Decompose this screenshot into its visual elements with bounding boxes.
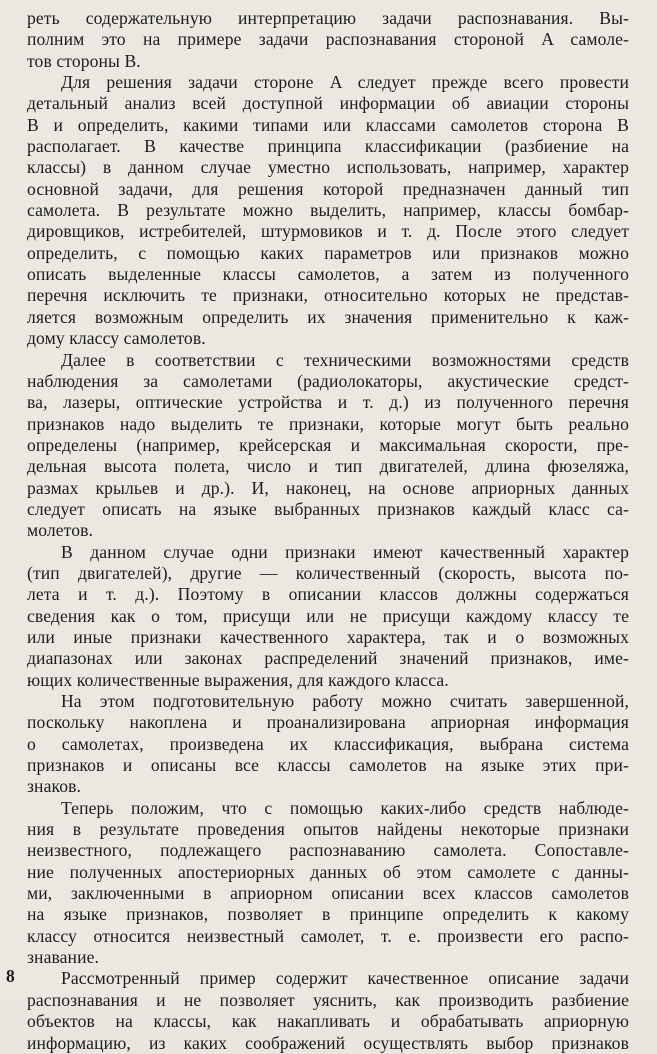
text-line: лета и т. д.). Поэтому в описании классов должны содержаться bbox=[27, 584, 629, 605]
text-line: определены (например, крейсерская и максимальная скорости, пре- bbox=[27, 434, 629, 455]
text-line: самолета. В результате можно выделить, например, классы бомбар- bbox=[27, 200, 629, 221]
text-line: дировщиков, истребителей, штурмовиков и т. д. После этого следует bbox=[27, 221, 629, 242]
paragraph bbox=[27, 350, 629, 542]
text-line: тов стороны B. bbox=[27, 50, 141, 71]
text-line: размах крыльев и др.). И, наконец, на основе априорных данных bbox=[27, 477, 629, 498]
paragraph bbox=[27, 72, 629, 349]
text-line: о самолетах, произведена их классификация, выбрана система bbox=[27, 733, 629, 754]
page-number: 8 bbox=[6, 966, 15, 986]
text-line: реть содержательную интерпретацию задачи распознавания. Вы- bbox=[27, 8, 629, 28]
text-line: поскольку накоплена и проанализирована априорная информация bbox=[27, 712, 629, 733]
paragraph bbox=[27, 8, 629, 72]
text-line: дельная высота полета, число и тип двигателей, длина фюзеляжа, bbox=[27, 456, 629, 477]
text-line: признаков надо выделить те признаки, которые могут быть реально bbox=[27, 413, 629, 434]
text-line: знавание. bbox=[27, 947, 99, 968]
text-line: ние полученных апостериорных данных об этом самолете с данны- bbox=[27, 861, 629, 882]
text-line: располагает. В качестве принципа классификации (разбиение на bbox=[27, 136, 629, 157]
text-line: информацию, из каких соображений осуществлять выбор признаков bbox=[27, 1032, 629, 1053]
text-line: описать выделенные классы самолетов, а затем из полученного bbox=[27, 264, 629, 285]
text-line: детальный анализ всей доступной информации об авиации стороны bbox=[27, 93, 629, 114]
paragraph bbox=[27, 968, 629, 1053]
paragraph bbox=[27, 542, 629, 691]
text-line: B и определить, какими типами или классами самолетов сторона B bbox=[27, 114, 629, 135]
text-line: наблюдения за самолетами (радиолокаторы, акустические средст- bbox=[27, 370, 629, 391]
body-text bbox=[27, 8, 629, 1054]
text-line: признаков и описаны все классы самолетов на языке этих при- bbox=[27, 755, 629, 776]
text-line: Рассмотренный пример содержит качественное описание задачи bbox=[61, 968, 629, 989]
text-line: полним это на примере задачи распознавания стороной A самоле- bbox=[27, 29, 629, 50]
paragraph bbox=[27, 798, 629, 969]
text-line: или иные признаки качественного характера, так и о возможных bbox=[27, 626, 629, 647]
text-line: ляется возможным определить их значения применительно к каж- bbox=[27, 306, 629, 327]
text-line: ми, заключенными в априорном описании всех классов самолетов bbox=[27, 883, 629, 904]
paragraph bbox=[27, 691, 629, 798]
text-line: на языке признаков, позволяет в принципе определить к какому bbox=[27, 904, 629, 925]
text-line: В данном случае одни признаки имеют качественный характер bbox=[61, 541, 629, 562]
text-line: знаков. bbox=[27, 776, 82, 797]
text-line: основной задачи, для решения которой предназначен данный тип bbox=[27, 178, 629, 199]
text-line: следует описать на языке выбранных признаков каждый класс са- bbox=[27, 498, 629, 519]
text-line: На этом подготовительную работу можно считать завершенной, bbox=[61, 691, 629, 711]
text-line: неизвестного, подлежащего распознаванию самолета. Сопоставле- bbox=[27, 840, 629, 861]
text-line: ния в результате проведения опытов найдены некоторые признаки bbox=[27, 819, 629, 840]
text-line: Теперь положим, что с помощью каких-либо средств наблюде- bbox=[61, 797, 629, 818]
text-line: сведения как о том, присущи или не присущи каждому классу те bbox=[27, 605, 629, 626]
text-line: классы) в данном случае уместно использовать, например, характер bbox=[27, 157, 629, 178]
text-line: классу относится неизвестный самолет, т. е. произвести его распо- bbox=[27, 925, 629, 946]
text-line: ющих количественные выражения, для каждого класса. bbox=[27, 669, 449, 690]
text-line: распознавания и не позволяет уяснить, как производить разбиение bbox=[27, 989, 629, 1010]
text-line: молетов. bbox=[27, 520, 94, 541]
text-line: Далее в соответствии с техническими возможностями средств bbox=[61, 349, 629, 370]
text-line: (тип двигателей), другие — количественный (скорость, высота по- bbox=[27, 562, 629, 583]
text-line: перечня исключить те признаки, относительно которых не представ- bbox=[27, 285, 629, 306]
text-line: дому классу самолетов. bbox=[27, 328, 206, 349]
text-line: ва, лазеры, оптические устройства и т. д.) из полученного перечня bbox=[27, 392, 629, 413]
text-line: определить, с помощью каких параметров или признаков можно bbox=[27, 242, 629, 263]
text-line: диапазонах или законах распределений значений признаков, име- bbox=[27, 648, 629, 669]
text-line: Для решения задачи стороне A следует прежде всего провести bbox=[61, 72, 629, 93]
text-line: объектов на классы, как накапливать и обрабатывать априорную bbox=[27, 1011, 629, 1032]
